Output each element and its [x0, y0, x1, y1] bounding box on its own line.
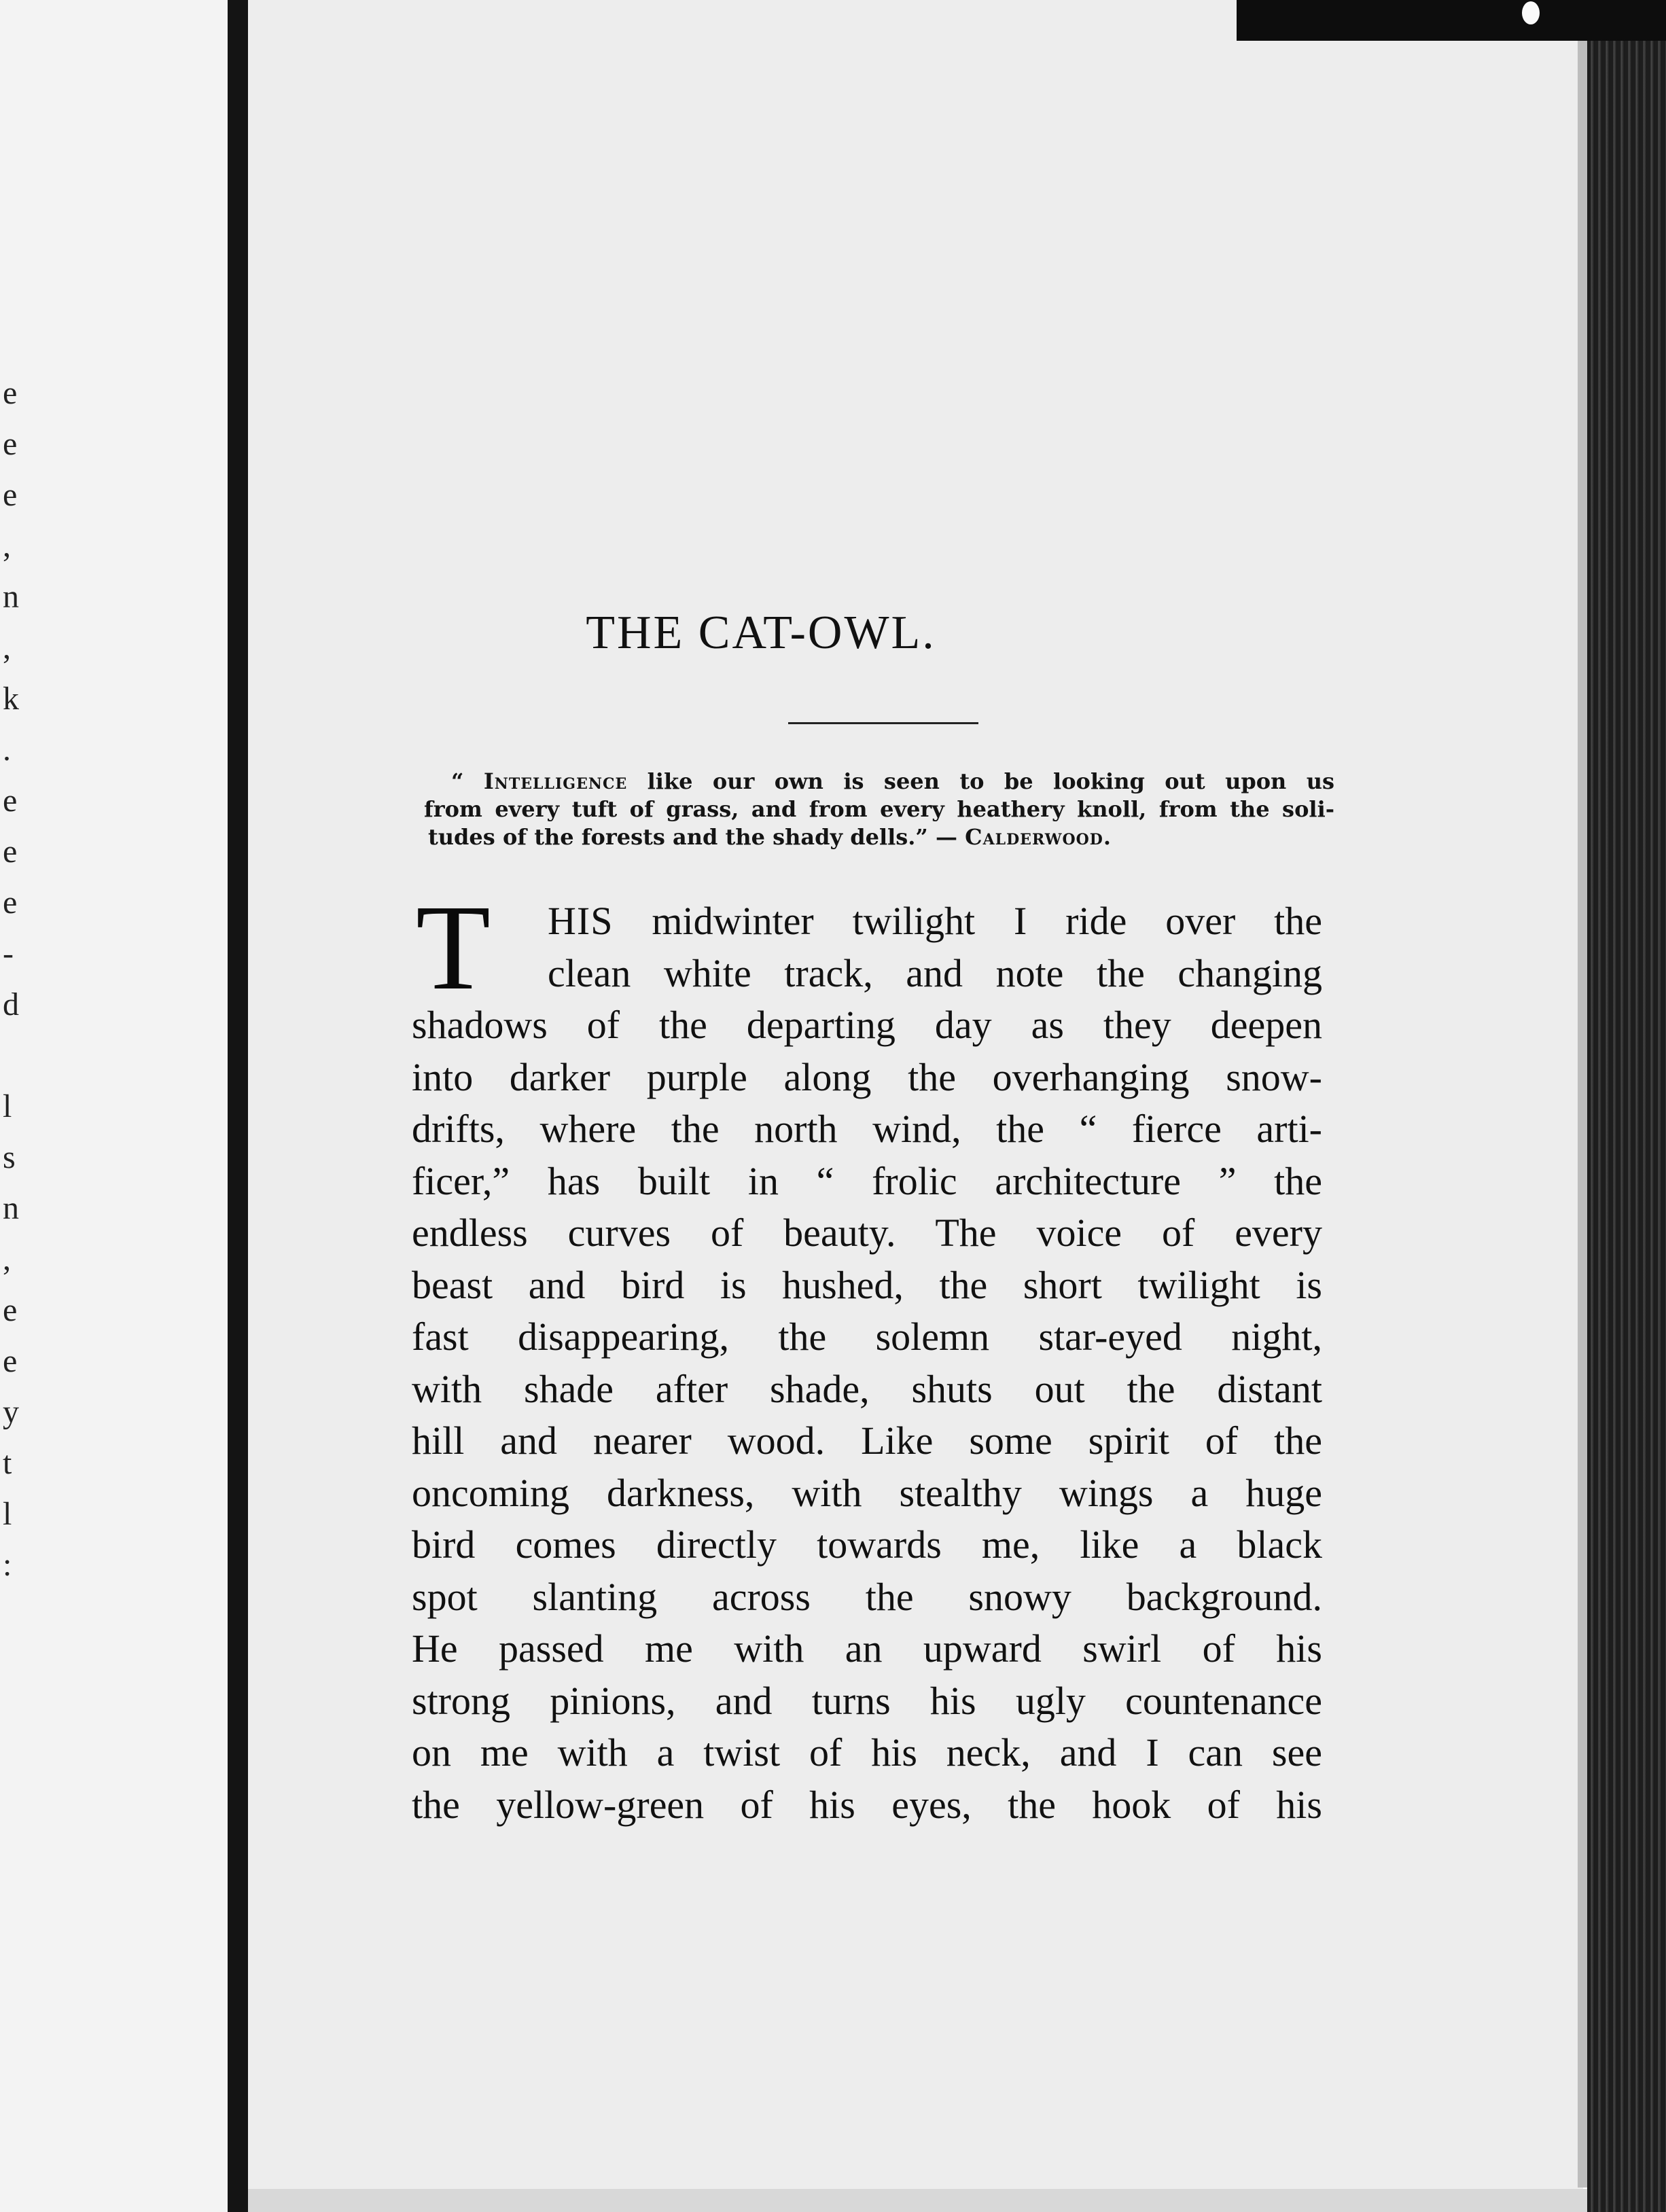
facing-page-fragment: t — [3, 1445, 12, 1481]
facing-page-fragment: e — [3, 1343, 18, 1379]
facing-page-fragment: e — [3, 885, 18, 921]
epigraph — [424, 768, 1334, 851]
body-line: the yellow-green of his eyes, the hook of his — [412, 1782, 1322, 1827]
body-line: bird comes directly towards me, like a black — [412, 1522, 1322, 1567]
page-edge-shadow — [1578, 41, 1587, 2188]
facing-page-fragment: , — [3, 630, 11, 666]
drop-cap: T — [416, 880, 491, 1015]
body-line: ficer,” has built in “ frolic architecture ” the — [412, 1158, 1322, 1203]
body-line: strong pinions, and turns his ugly countenance — [412, 1678, 1322, 1723]
epigraph-line — [424, 768, 1334, 796]
epigraph-text: . — [1103, 824, 1112, 850]
body-line: drifts, where the north wind, the “ fierce arti- — [412, 1107, 1322, 1151]
facing-page-fragment: e — [3, 783, 18, 819]
facing-page-fragment: k — [3, 681, 19, 717]
body-line: oncoming darkness, with stealthy wings a huge — [412, 1470, 1322, 1515]
body-line: on me with a twist of his neck, and I can see — [412, 1730, 1322, 1774]
facing-page-fragment: . — [3, 732, 11, 768]
facing-page-fragment: d — [3, 986, 19, 1022]
facing-page-fragment: e — [3, 834, 18, 870]
epigraph-line — [424, 823, 1334, 851]
page-bottom-margin — [248, 2189, 1587, 2212]
body-line: shadows of the departing day as they deepen — [412, 1003, 1322, 1047]
facing-page-fragment: y — [3, 1394, 19, 1430]
book-gutter — [228, 0, 248, 2212]
body-line: into darker purple along the overhanging snow- — [412, 1054, 1322, 1099]
open-quote: “ — [451, 768, 484, 794]
facing-page-fragment: e — [3, 426, 18, 462]
body-line: endless curves of beauty. The voice of every — [412, 1211, 1322, 1255]
body-line: clean white track, and note the changing — [548, 950, 1322, 995]
body-paragraph — [412, 880, 1322, 1831]
facing-page-fragment: s — [3, 1139, 16, 1175]
body-line: He passed me with an upward swirl of his — [412, 1626, 1322, 1671]
facing-page-fragment: : — [3, 1547, 12, 1583]
title-divider-rule — [788, 722, 978, 724]
book-fore-edge — [1587, 37, 1666, 2212]
facing-page-fragment: , — [3, 1241, 11, 1277]
epigraph-line: from every tuft of grass, and from every heathery knoll, from the soli- — [424, 796, 1334, 822]
body-line: beast and bird is hushed, the short twilight is — [412, 1262, 1322, 1307]
facing-page-fragment: e — [3, 1292, 18, 1328]
facing-page-fragment: l — [3, 1496, 12, 1532]
facing-page-fragment: l — [3, 1088, 12, 1124]
scan-top-border — [1237, 0, 1666, 41]
body-line-text: midwinter twilight I ride over the — [613, 899, 1322, 943]
facing-page-fragment: e — [3, 375, 18, 411]
epigraph-text: tudes of the forests and the shady dells.” — — [428, 824, 965, 850]
facing-page-fragment: - — [3, 935, 14, 971]
facing-page-edge — [0, 0, 228, 2212]
chapter-title: THE CAT-OWL. — [586, 607, 936, 659]
epigraph-text: like our own is seen to be looking out upon us — [627, 768, 1335, 794]
facing-page-fragment: n — [3, 1190, 19, 1226]
facing-page-fragment: , — [3, 528, 11, 564]
first-word-caps: HIS — [548, 899, 614, 943]
epigraph-lead-word: Intelligence — [483, 768, 628, 794]
body-line: hill and nearer wood. Like some spirit of the — [412, 1419, 1322, 1463]
facing-page-fragment: e — [3, 477, 18, 513]
scan-artifact-dot — [1522, 1, 1540, 24]
body-line: fast disappearing, the solemn star-eyed night, — [412, 1315, 1322, 1359]
body-line: spot slanting across the snowy background. — [412, 1574, 1322, 1619]
facing-page-fragment: n — [3, 579, 19, 615]
epigraph-attribution: Calderwood — [965, 824, 1103, 850]
body-line: with shade after shade, shuts out the distant — [412, 1366, 1322, 1411]
body-line — [412, 895, 1322, 948]
